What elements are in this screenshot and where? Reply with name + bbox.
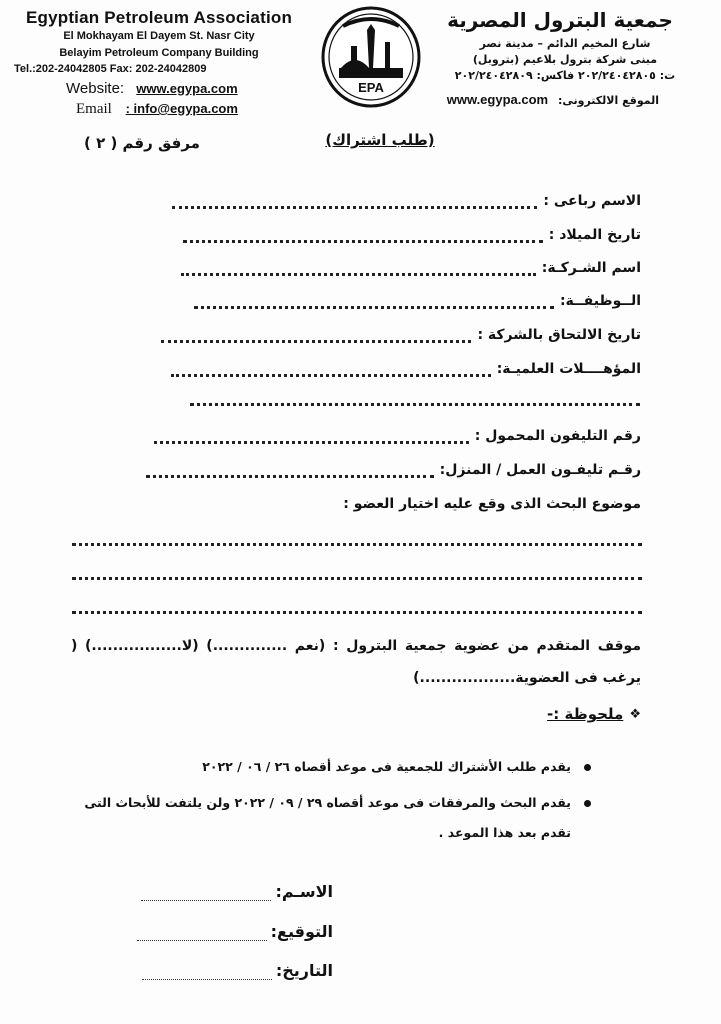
- fill-line[interactable]: [142, 970, 272, 980]
- field-label: الــوظيفــة:: [559, 293, 641, 309]
- address-line-1-ar: شارع المخيم الدائم – مدينة نصر: [479, 37, 651, 50]
- website-link-ar[interactable]: www.egypa.com: [446, 92, 549, 107]
- note-item: [81, 788, 571, 848]
- fill-line[interactable]: [161, 331, 471, 343]
- website-ar: [447, 92, 659, 107]
- association-name-en: Egyptian Petroleum Association: [25, 8, 293, 27]
- field-mobile-phone[interactable]: [154, 428, 641, 444]
- epa-logo: [321, 6, 421, 108]
- notes-heading: [547, 705, 641, 723]
- note-text: يقدم طلب الأشتراك للجمعية فى موعد أقصاه ٢٦ / ٠٦ / ٢٠٢٢: [202, 759, 571, 774]
- fill-line[interactable]: [137, 931, 267, 941]
- english-header: [14, 8, 304, 62]
- research-line-1[interactable]: [72, 542, 642, 546]
- fill-line[interactable]: [172, 197, 537, 209]
- address-line-2-en: Belayim Petroleum Company Building: [59, 47, 259, 59]
- fill-line[interactable]: [146, 466, 434, 478]
- notes-heading-text: ملحوظة :-: [547, 705, 624, 723]
- field-label: الاسم رباعى :: [543, 193, 641, 209]
- signature-name-field[interactable]: [141, 882, 333, 901]
- field-label: رقـم تليفـون العمل / المنزل:: [439, 462, 641, 478]
- field-label: تاريخ الميلاد :: [548, 227, 641, 243]
- field-label: رقم التليفون المحمول :: [474, 428, 641, 444]
- logo-text: EPA: [358, 80, 384, 95]
- signature-sign-field[interactable]: [137, 922, 333, 941]
- field-label: المؤهــــلات العلميـة:: [496, 361, 641, 377]
- note-text: يقدم البحث والمرفقات فى موعد أقصاه ٢٩ / ٠٩ / ٢٠٢٢ ولن يلتفت للأبحاث التى تقدم بعد هذا الموعد .: [84, 795, 571, 840]
- association-name-ar: جمعية البترول المصرية: [447, 8, 673, 32]
- field-qualifications[interactable]: [171, 361, 641, 377]
- website-en: [66, 80, 238, 97]
- fill-line[interactable]: [181, 264, 536, 276]
- field-label: اسم الشـركـة:: [541, 260, 641, 276]
- fill-line[interactable]: [183, 231, 543, 243]
- website-label: Website:: [66, 80, 125, 97]
- signature-date-field[interactable]: [142, 961, 333, 980]
- field-company-name[interactable]: [181, 260, 641, 276]
- bullet-dot-icon: [584, 800, 591, 807]
- field-full-name[interactable]: [172, 193, 641, 209]
- signature-sign-label: التوقيع:: [270, 922, 333, 941]
- email-en: [76, 101, 252, 118]
- address-line-1-en: El Mokhayam El Dayem St. Nasr City: [63, 30, 255, 42]
- diamond-bullet-icon: ❖: [629, 706, 641, 722]
- research-line-3[interactable]: [72, 610, 642, 614]
- bullet-dot-icon: [584, 764, 591, 771]
- research-label-text: موضوع البحث الذى وقع عليه اختيار العضو :: [343, 496, 641, 512]
- fill-line[interactable]: [171, 365, 491, 377]
- attachment-label: مرفق رقم ( ٢ ): [84, 134, 200, 152]
- field-work-home-phone[interactable]: [146, 462, 641, 478]
- website-link[interactable]: www.egypa.com: [136, 81, 238, 96]
- qualifications-extra-line[interactable]: [190, 402, 640, 406]
- form-title: (طلب اشتراك): [325, 131, 435, 149]
- phone-fax-en: Tel.:202-24042805 Fax: 202-24042809: [14, 63, 207, 75]
- fill-line[interactable]: [154, 432, 469, 444]
- field-job-title[interactable]: [194, 293, 641, 309]
- fill-line[interactable]: [141, 891, 271, 901]
- website-label-ar: الموقع الالكترونى:: [557, 94, 659, 107]
- arabic-header: [425, 8, 705, 84]
- field-label: تاريخ الالتحاق بالشركة :: [477, 327, 641, 343]
- research-line-2[interactable]: [72, 576, 642, 580]
- signature-name-label: الاسـم:: [275, 882, 333, 901]
- membership-status: موقف المتقدم من عضوية جمعية البترول : (نعم ..............) (لا.................) ( يرغب فى العضوية..................): [71, 638, 641, 686]
- research-topic-label: [343, 496, 641, 512]
- fill-line[interactable]: [194, 297, 554, 309]
- field-join-date[interactable]: [161, 327, 641, 343]
- note-item: [101, 752, 571, 782]
- address-line-2-ar: مبنى شركة بترول بلاعيم (بتروبل): [472, 53, 658, 66]
- signature-date-label: التاريخ:: [275, 961, 333, 980]
- field-birth-date[interactable]: [183, 227, 641, 243]
- email-label: Email: [76, 101, 112, 117]
- phone-fax-ar: ت: ٢٠٢/٢٤٠٤٢٨٠٥ فاكس: ٢٠٢/٢٤٠٤٢٨٠٩: [454, 69, 676, 82]
- email-link[interactable]: : info@egypa.com: [125, 101, 238, 116]
